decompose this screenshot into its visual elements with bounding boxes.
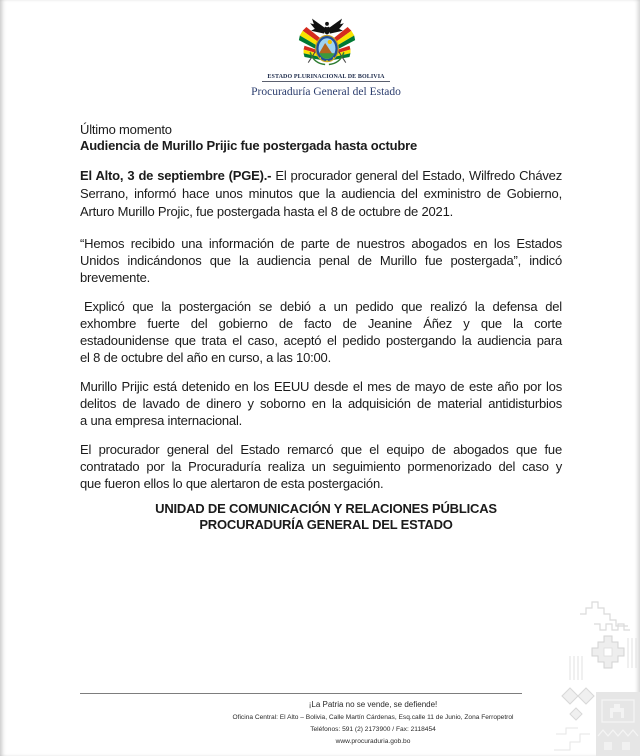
paragraph-text: El procurador general del Estado, Wilfredo Chávez — [275, 168, 562, 183]
pattern-diamonds — [562, 688, 594, 720]
paragraph-line: “Hemos recibido una información de parte de nuestros abogados en los Estados — [80, 235, 562, 251]
pattern-steps — [580, 602, 630, 630]
paragraph-line: Serrano, informó hace unos minutos que la audiencia del exministro de Gobierno, — [80, 186, 562, 201]
paragraph-line: brevemente. — [80, 269, 151, 285]
paragraph-line: a una empresa internacional. — [80, 412, 243, 428]
state-name: ESTADO PLURINACIONAL DE BOLIVIA — [267, 74, 385, 80]
signature-institution: PROCURADURÍA GENERAL DEL ESTADO — [199, 517, 453, 532]
pattern-faded-steps — [554, 728, 590, 750]
paragraph-line: exhombre fuerte del gobierno de facto de Jeanine Áñez y que la corte — [80, 315, 562, 331]
institution-name: Procuraduría General del Estado — [251, 86, 401, 98]
footer-divider — [80, 693, 522, 694]
dateline: El Alto, 3 de septiembre (PGE).- — [80, 168, 272, 183]
footer-address: Oficina Central: El Alto – Bolivia, Calle Martín Cárdenas, Esq.calle 11 de Junio, Zona Ferropetrol — [232, 714, 514, 721]
paragraph-line: el 8 de octubre del año en curso, a las 10:00. — [80, 349, 331, 365]
footer-motto: ¡La Patria no se vende, se defiende! — [308, 700, 438, 709]
paragraph-line: contratado por la Procuraduría realiza un seguimiento pormenorizado del caso y — [80, 458, 562, 474]
paragraph-line: Arturo Murillo Projic, fue postergada hasta el 8 de octubre de 2021. — [80, 204, 454, 219]
footer-website: www.procuraduria.gob.bo — [335, 738, 411, 745]
paragraph-2 — [80, 235, 562, 286]
shield — [316, 35, 339, 62]
kicker: Último momento — [80, 122, 172, 137]
condor — [310, 19, 344, 35]
andean-pattern-decoration — [552, 598, 640, 756]
paragraph-line — [80, 167, 562, 185]
paragraph-5 — [80, 441, 562, 492]
header-divider — [262, 81, 390, 82]
paragraph-line: Explicó que la postergación se debió a un pedido que realizó la defensa del — [84, 298, 562, 314]
paragraph-line: que fueron ellos lo que alertaron de esta postergación. — [80, 475, 384, 491]
paragraph-4 — [80, 378, 562, 429]
signature-unit: UNIDAD DE COMUNICACIÓN Y RELACIONES PÚBLICAS — [155, 501, 497, 516]
bolivia-coat-of-arms-icon — [297, 13, 357, 71]
paragraph-line: estadounidense que trata el caso, aceptó el pedido postergando la audiencia para — [80, 332, 562, 348]
headline: Audiencia de Murillo Prijic fue postergada hasta octubre — [80, 138, 417, 153]
paragraph-3 — [80, 298, 562, 366]
paragraph-line: El procurador general del Estado remarcó que el equipo de abogados que fue — [80, 441, 562, 457]
footer-phones: Teléfonos: 591 (2) 2173900 / Fax: 2118454 — [310, 726, 436, 733]
paragraph-line: delitos de lavado de dinero y soborno en la adquisición de material antidisturbios — [80, 395, 562, 411]
pattern-bottom-block — [596, 692, 640, 756]
paragraph-line: Murillo Prijic está detenido en los EEUU desde el mes de mayo de este año por los — [80, 378, 562, 394]
pattern-chakana — [592, 636, 624, 668]
paragraph-1 — [80, 167, 562, 221]
paragraph-line: Unidos indicándonos que la audiencia penal de Murillo fue postergada”, indicó — [80, 252, 562, 268]
